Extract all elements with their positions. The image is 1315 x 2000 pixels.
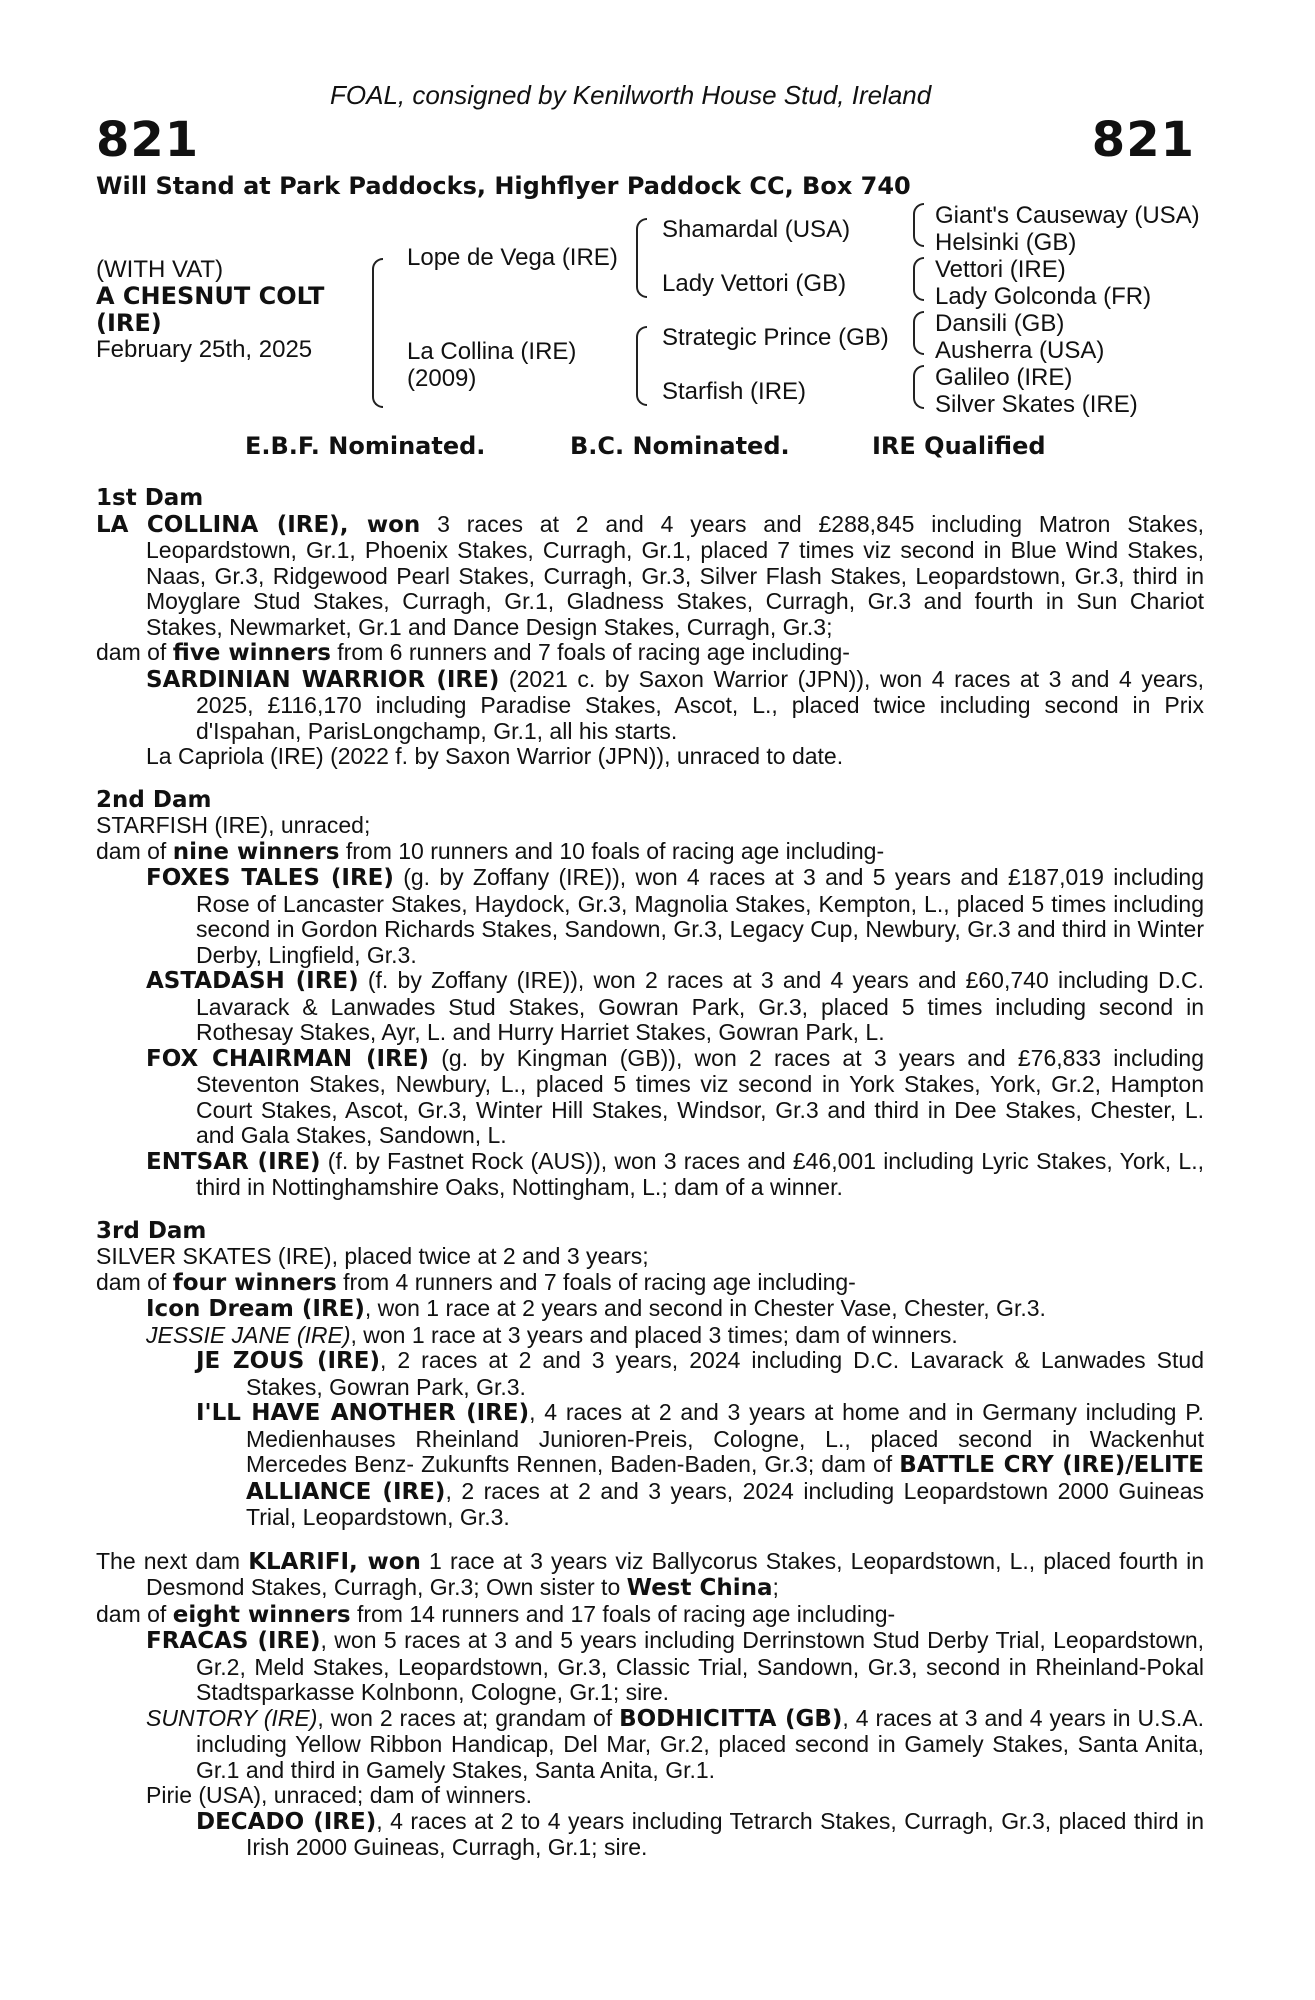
progeny-name: ENTSAR (IRE) xyxy=(146,1148,321,1175)
progeny-entry: SUNTORY (IRE), won 2 races at; grandam of BODHICITTA (GB), 4 races at 3 and 4 years in U.S.A. including Yellow Ribbon Handicap, Del Mar, Gr.2, placed second in Gamely Stakes, Santa Anita, Gr.1 and third in Gamely Stakes, Santa Anita, Gr.1. xyxy=(146,1704,1204,1783)
progeny-name: FOXES TALES (IRE) xyxy=(146,865,394,891)
section-heading-first-dam: 1st Dam xyxy=(96,485,204,511)
vat-note: (WITH VAT) xyxy=(96,256,224,283)
progeny-entry: FOXES TALES (IRE) (g. by Zoffany (IRE)), won 4 races at 3 and 5 years and £187,019 including Rose of Lancaster Stakes, Haydock, Gr.3, Magnolia Stakes, Kempton, L., placed 5 times including second in Gordon Richards Stakes, Sandown, Gr.3, Legacy Cup, Newbury, Gr.3 and third in Winter Derby, Lingfield, Gr.3. xyxy=(146,864,1205,968)
pedigree-dam-year: (2009) xyxy=(407,365,477,392)
pedigree-brace xyxy=(636,326,647,406)
progeny-entry: Icon Dream (IRE), won 1 race at 2 years and second in Chester Vase, Chester, Gr.3. xyxy=(146,1295,1046,1322)
pedigree-dam-dam: Starfish (IRE) xyxy=(662,378,807,405)
progeny-entry: DECADO (IRE), 4 races at 2 to 4 years including Tetrarch Stakes, Curragh, Gr.3, placed third in Irish 2000 Guineas, Curragh, Gr.1; sire. xyxy=(196,1807,1204,1860)
dam-name: LA COLLINA (IRE), won xyxy=(96,511,421,538)
pedigree-brace xyxy=(913,311,924,355)
pedigree-ggs: Dansili (GB) xyxy=(935,310,1065,337)
pedigree-sire: Lope de Vega (IRE) xyxy=(407,244,618,271)
pedigree-dam: La Collina (IRE) xyxy=(407,338,577,365)
produce-summary: dam of nine winners from 10 runners and 10 foals of racing age including- xyxy=(96,837,885,865)
pedigree-ggd: Lady Golconda (FR) xyxy=(935,283,1152,310)
progeny-name: SUNTORY (IRE) xyxy=(146,1704,318,1731)
pedigree-brace xyxy=(372,258,383,408)
second-dam-record: STARFISH (IRE), unraced; xyxy=(96,812,371,838)
progeny-entry: FRACAS (IRE), won 5 races at 3 and 5 years including Derrinstown Stud Derby Trial, Leopardstown, Gr.2, Meld Stakes, Leopardstown, Gr.3, Classic Trial, Sandown, Gr.3, second in Rheinland-Pokal Stadtsparkasse Kolnbonn, Cologne, Gr.1; sire. xyxy=(146,1627,1204,1705)
section-heading-second-dam: 2nd Dam xyxy=(96,786,212,813)
pedigree-brace xyxy=(913,365,924,409)
third-dam-record: SILVER SKATES (IRE), placed twice at 2 and 3 years; xyxy=(96,1243,649,1269)
progeny-entry: Pirie (USA), unraced; dam of winners. xyxy=(146,1782,533,1808)
next-dam-record: The next dam KLARIFI, won 1 race at 3 years viz Ballycorus Stakes, Leopardstown, L., placed fourth in Desmond Stakes, Curragh, Gr.3; Own sister to West China; xyxy=(96,1547,1204,1601)
first-dam-record xyxy=(96,512,1204,641)
progeny-entry: La Capriola (IRE) (2022 f. by Saxon Warrior (JPN)), unraced to date. xyxy=(146,743,844,769)
progeny-entry: ENTSAR (IRE) (f. by Fastnet Rock (AUS)), won 3 races and £46,001 including Lyric Stakes, York, L., third in Nottinghamshire Oaks, Nottingham, L.; dam of a winner. xyxy=(146,1147,1204,1200)
lot-number-left: 821 xyxy=(96,112,200,168)
catalogue-body xyxy=(96,486,1204,1861)
pedigree-brace xyxy=(913,257,924,301)
pedigree-ggs: Galileo (IRE) xyxy=(935,364,1073,391)
progeny-entry: I'LL HAVE ANOTHER (IRE), 4 races at 2 and 3 years at home and in Germany including P. Medienhauses Rheinland Junioren-Preis, Cologne, L., placed second in Wackenhut Mercedes Benz- Zukunfts Rennen, Baden-Baden, Gr.3; dam of BATTLE CRY (IRE)/ELITE ALLIANCE (IRE), 2 races at 2 and 3 years, 2024 including Leopardstown 2000 Guineas Trial, Leopardstown, Gr.3. xyxy=(196,1399,1204,1530)
progeny-entry: SARDINIAN WARRIOR (IRE) (2021 c. by Saxon Warrior (JPN)), won 4 races at 3 and 4 years, 2025, £116,170 including Paradise Stakes, Ascot, L., placed twice including second in Prix d'Ispahan, ParisLongchamp, Gr.1, all his starts. xyxy=(146,665,1204,744)
pedigree-brace xyxy=(636,218,647,298)
pedigree-ggd: Silver Skates (IRE) xyxy=(935,391,1138,418)
progeny-name: FOX CHAIRMAN (IRE) xyxy=(146,1045,429,1072)
nomination-ebf: E.B.F. Nominated. xyxy=(245,432,486,460)
pedigree-ggd: Ausherra (USA) xyxy=(935,337,1105,364)
consignor-line: FOAL, consigned by Kenilworth House Stud, Ireland xyxy=(330,80,932,110)
progeny-name: ASTADASH (IRE) xyxy=(146,968,359,994)
section-heading-third-dam: 3rd Dam xyxy=(96,1217,207,1244)
produce-summary: dam of eight winners from 14 runners and 17 foals of racing age including- xyxy=(96,1600,896,1628)
progeny-name: JESSIE JANE (IRE) xyxy=(146,1321,351,1348)
progeny-name: FRACAS (IRE) xyxy=(146,1628,321,1654)
date-of-birth: February 25th, 2025 xyxy=(96,336,313,363)
dam-name: KLARIFI, won xyxy=(248,1548,421,1575)
progeny-name: DECADO (IRE) xyxy=(196,1808,377,1835)
progeny-entry: JESSIE JANE (IRE), won 1 race at 3 years and placed 3 times; dam of winners. xyxy=(146,1321,958,1348)
pedigree-ggs: Giant's Causeway (USA) xyxy=(935,202,1200,229)
progeny-name: Icon Dream (IRE) xyxy=(146,1296,365,1322)
lot-title-country: (IRE) xyxy=(96,309,162,337)
nomination-ire: IRE Qualified xyxy=(872,432,1046,460)
race-record: 3 races at 2 and 4 years and £288,845 including Matron Stakes, Leopardstown, Gr.1, Phoenix Stakes, Curragh, Gr.1, placed 7 times viz second in Blue Wind Stakes, Naas, Gr.3, Ridgewood Pearl Stakes, Curragh, Gr.3, Silver Flash Stakes, Leopardstown, Gr.3, third in Moyglare Stud Stakes, Curragh, Gr.1, Gladness Stakes, Curragh, Gr.3 and fourth in Sun Chariot Stakes, Newmarket, Gr.1 and Dance Design Stakes, Curragh, Gr.3; xyxy=(146,510,1204,640)
produce-summary: dam of four winners from 4 runners and 7 foals of racing age including- xyxy=(96,1268,856,1296)
pedigree-sire-dam: Lady Vettori (GB) xyxy=(662,270,847,297)
lot-number-right: 821 xyxy=(1091,112,1195,168)
pedigree-ggs: Vettori (IRE) xyxy=(935,256,1066,283)
produce-summary: dam of five winners from 6 runners and 7 foals of racing age including- xyxy=(96,639,850,666)
progeny-entry: FOX CHAIRMAN (IRE) (g. by Kingman (GB)), won 2 races at 3 years and £76,833 including Steventon Stakes, Newbury, L., placed 5 times viz second in York Stakes, York, Gr.2, Hampton Court Stakes, Ascot, Gr.3, Winter Hill Stakes, Windsor, Gr.3 and third in Dee Stakes, Chester, L. and Gala Stakes, Sandown, L. xyxy=(146,1044,1205,1148)
pedigree-ggd: Helsinki (GB) xyxy=(935,229,1077,256)
nomination-bc: B.C. Nominated. xyxy=(570,432,790,460)
pedigree-dam-sire: Strategic Prince (GB) xyxy=(662,324,889,351)
progeny-name: JE ZOUS (IRE) xyxy=(196,1348,380,1374)
stand-location: Will Stand at Park Paddocks, Highflyer Paddock CC, Box 740 xyxy=(96,172,911,200)
progeny-name: I'LL HAVE ANOTHER (IRE) xyxy=(196,1400,530,1426)
lot-title: A CHESNUT COLT xyxy=(96,282,325,310)
progeny-name: SARDINIAN WARRIOR (IRE) xyxy=(146,666,500,693)
pedigree-brace xyxy=(913,203,924,247)
pedigree-sire-sire: Shamardal (USA) xyxy=(662,216,851,243)
progeny-entry: JE ZOUS (IRE), 2 races at 2 and 3 years, 2024 including D.C. Lavarack & Lanwades Stud Stakes, Gowran Park, Gr.3. xyxy=(196,1347,1204,1400)
progeny-entry: ASTADASH (IRE) (f. by Zoffany (IRE)), won 2 races at 3 and 4 years and £60,740 including D.C. Lavarack & Lanwades Stud Stakes, Gowran Park, Gr.3, placed 5 times including second in Rothesay Stakes, Ayr, L. and Hurry Harriet Stakes, Gowran Park, L. xyxy=(146,967,1204,1045)
